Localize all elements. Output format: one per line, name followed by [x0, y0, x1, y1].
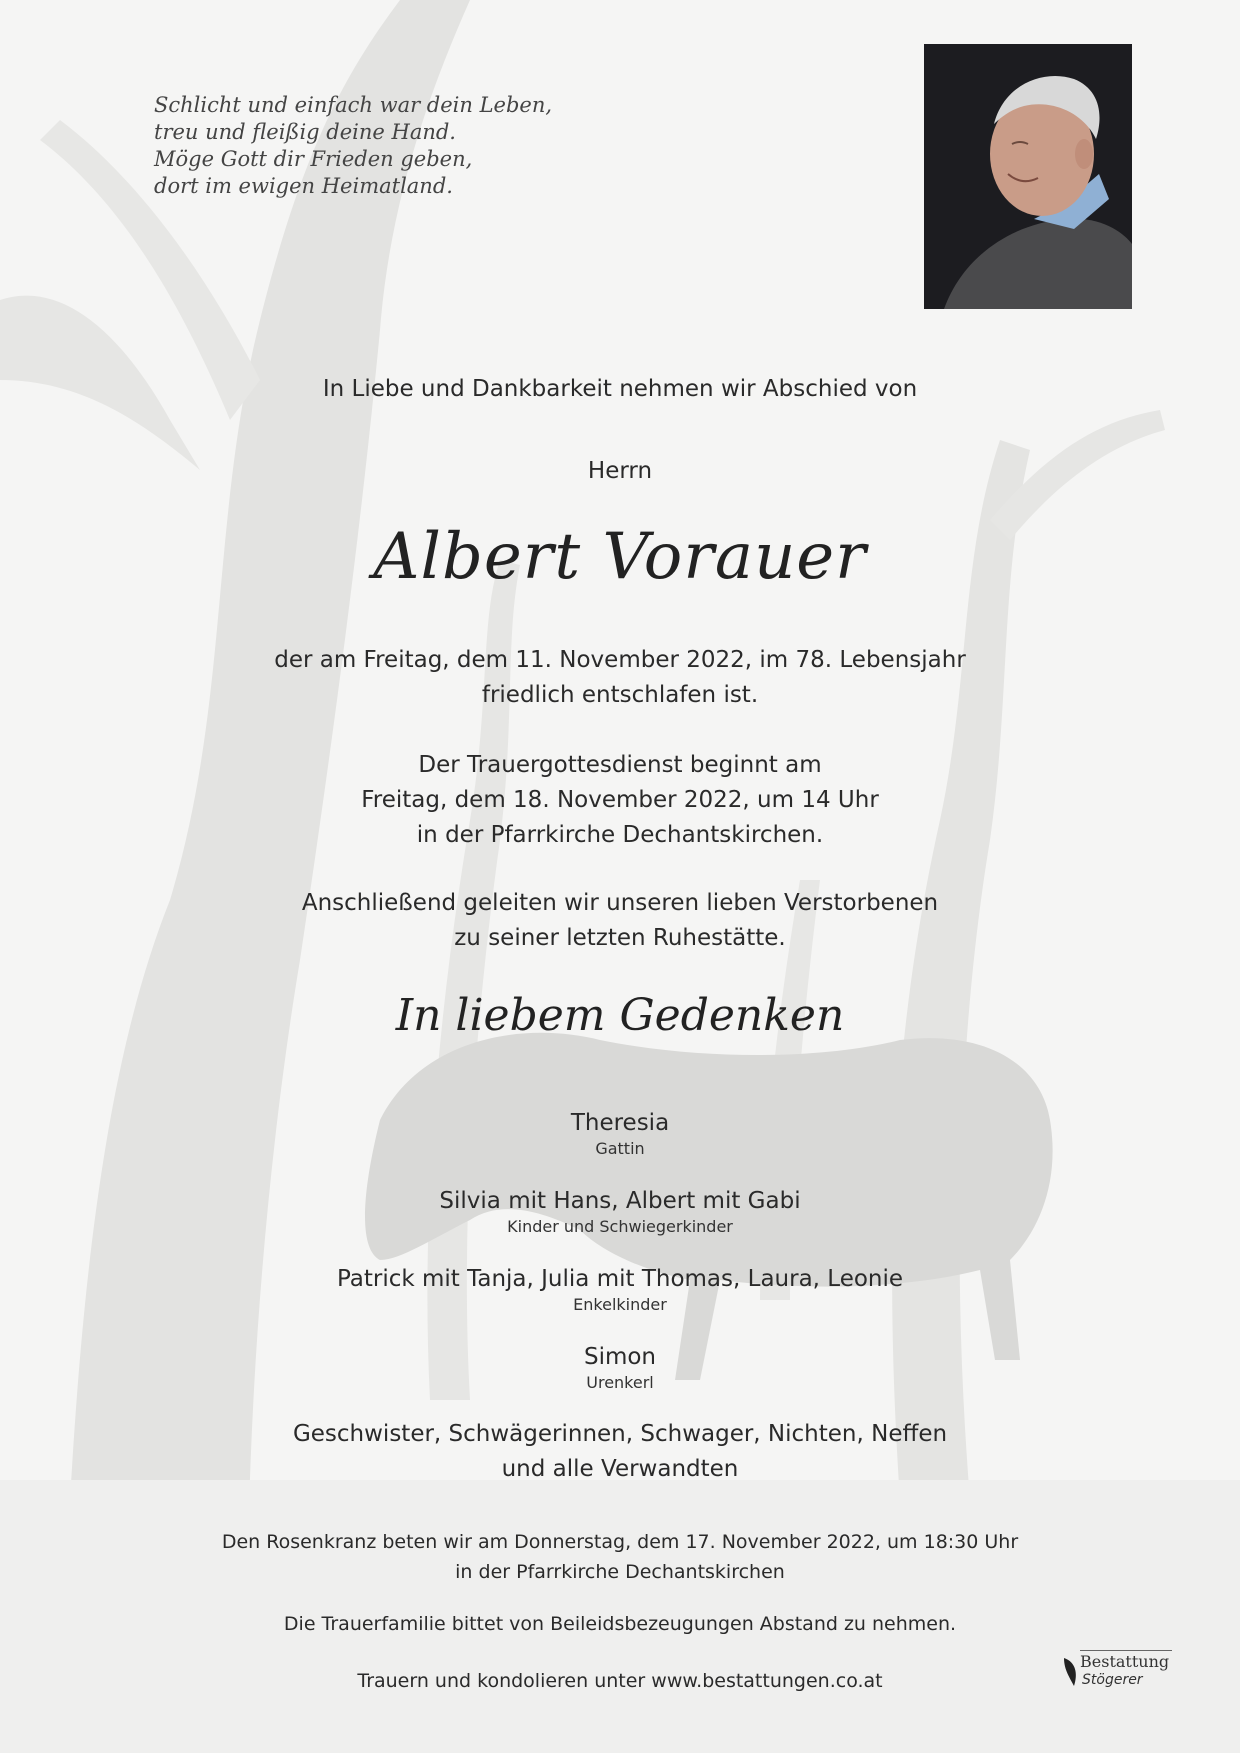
other-relatives: [0, 1417, 1240, 1487]
poem-line: dort im ewigen Heimatland.: [154, 174, 453, 198]
relative-role: Gattin: [595, 1139, 645, 1158]
relative-role: Kinder und Schwiegerkinder: [507, 1217, 733, 1236]
memorial-heading: In liebem Gedenken: [395, 990, 845, 1041]
website-line: Trauern und kondolieren unter www.bestattungen.co.at: [357, 1670, 883, 1692]
logo-divider: [1080, 1650, 1172, 1651]
burial-info: [0, 886, 1240, 956]
death-line-1: der am Freitag, dem 11. November 2022, im 78. Lebensjahr: [274, 647, 966, 673]
leaf-icon: [1062, 1656, 1080, 1688]
rosary-line-1: Den Rosenkranz beten wir am Donnerstag, dem 17. November 2022, um 18:30 Uhr: [221, 1531, 1019, 1553]
other-relatives-line-2: und alle Verwandten: [501, 1456, 739, 1482]
intro-text: In Liebe und Dankbarkeit nehmen wir Abschied von: [322, 376, 918, 402]
portrait-photo: [924, 44, 1132, 309]
logo-line-2: Stögerer: [1082, 1672, 1143, 1688]
poem: [154, 92, 574, 200]
death-line-2: friedlich entschlafen ist.: [481, 682, 759, 708]
salutation: Herrn: [587, 458, 653, 484]
relative-names: Theresia: [570, 1110, 670, 1136]
relative-names: Patrick mit Tanja, Julia mit Thomas, Laura, Leonie: [336, 1266, 904, 1292]
condolence-note: Die Trauerfamilie bittet von Beileidsbezeugungen Abstand zu nehmen.: [283, 1613, 957, 1635]
poem-line: treu und fleißig deine Hand.: [154, 120, 456, 144]
deceased-name: Albert Vorauer: [373, 520, 867, 594]
relative-names: Simon: [583, 1344, 657, 1370]
relative-group: [0, 1342, 1240, 1394]
rosary-line-2: in der Pfarrkirche Dechantskirchen: [455, 1561, 785, 1583]
relative-role: Enkelkinder: [573, 1295, 667, 1314]
relative-role: Urenkerl: [586, 1373, 654, 1392]
poem-line: Schlicht und einfach war dein Leben,: [154, 93, 553, 117]
logo-line-1: Bestattung: [1080, 1652, 1170, 1671]
funeral-service-info: [0, 748, 1240, 853]
poem-line: Möge Gott dir Frieden geben,: [154, 147, 473, 171]
funeral-home-logo: [1062, 1650, 1174, 1702]
other-relatives-line-1: Geschwister, Schwägerinnen, Schwager, Nichten, Neffen: [292, 1421, 948, 1447]
relative-group: [0, 1186, 1240, 1238]
service-line-2: Freitag, dem 18. November 2022, um 14 Uhr: [361, 787, 879, 813]
relative-group: [0, 1264, 1240, 1316]
service-line-1: Der Trauergottesdienst beginnt am: [418, 752, 822, 778]
rosary-info: [0, 1527, 1240, 1587]
death-announcement: [0, 643, 1240, 713]
burial-line-1: Anschließend geleiten wir unseren lieben Verstorbenen: [301, 890, 939, 916]
relative-group: [0, 1108, 1240, 1160]
service-line-3: in der Pfarrkirche Dechantskirchen.: [416, 822, 824, 848]
burial-line-2: zu seiner letzten Ruhestätte.: [454, 925, 786, 951]
relative-names: Silvia mit Hans, Albert mit Gabi: [439, 1188, 801, 1214]
